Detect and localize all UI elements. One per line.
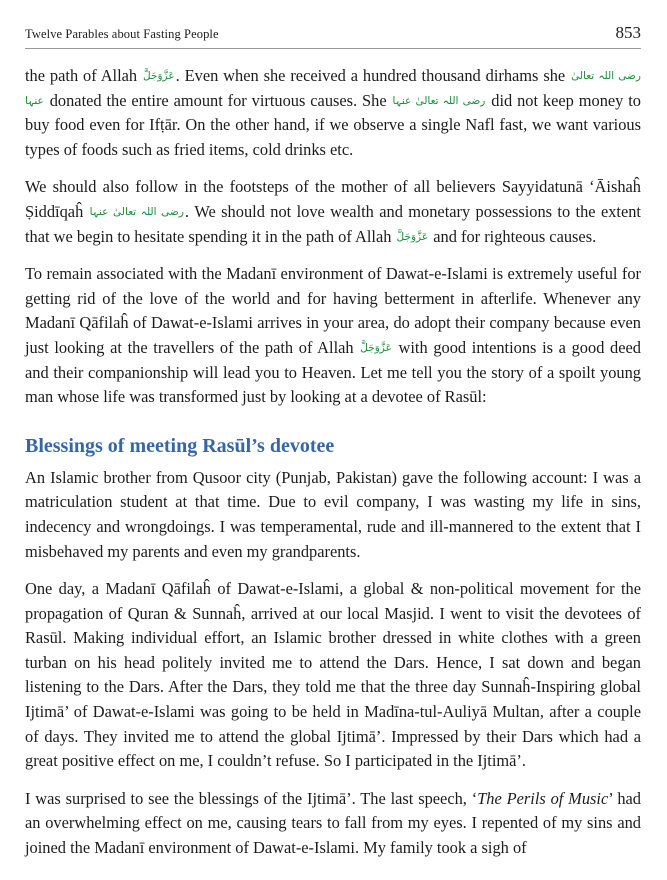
- paragraph-2-text-a: We should also follow in the footsteps of the mother of all believers Sayyidatunā ‘Āishaĥ Ṣiddīqaĥ: [25, 177, 641, 221]
- paragraph-6-text-a: I was surprised to see the blessings of the Ijtimā’. The last speech, ‘: [25, 788, 478, 808]
- running-header: [25, 18, 641, 49]
- paragraph-2: [25, 175, 641, 249]
- paragraph-1-text-d: did not keep money to buy food even for Ifṭār. On the other hand, if we observe a single Nafl fast, we want various types of foods such as fried items, cold drinks etc.: [25, 90, 642, 159]
- paragraph-6-text-b: ’ had an overwhelming effect on me, causing tears to fall from my eyes. I repented of my sins and joined the Madanī environment of Dawat-e-Islami. My family took a sigh of: [25, 788, 641, 858]
- radiyallahu-anha-honorific: رضی اللہ تعالیٰ عنہا: [392, 94, 486, 107]
- paragraph-2-text-b: . We should not love wealth and monetary possessions to the extent that we begin to hesitate spending it in the path of Allah: [25, 201, 641, 246]
- azza-wa-jal-honorific: عَزَّوَجَلَّ: [143, 70, 175, 82]
- azza-wa-jal-honorific: عَزَّوَجَلَّ: [396, 230, 429, 243]
- paragraph-3-text-a: To remain associated with the Madanī environment of Dawat-e-Islami is extremely useful for getting rid of the love of the world and for having betterment in afterlife. Whenever any Madanī Qāfilaĥ of Dawat-e-Islami arrives in your area, do adopt their company because even just looking at the travellers of the path of Allah: [25, 264, 641, 357]
- radiyallahu-anha-honorific: رضی اللہ تعالیٰ عنہا: [25, 70, 641, 107]
- paragraph-5: One day, a Madanī Qāfilaĥ of Dawat-e-Islami, a global & non-political movement for the propagation of Quran & Sunnaĥ, arrived at our local Masjid. I went to visit the devotees of Rasūl. Making individual effort, an Islamic brother dressed in white clothes with a green turban on his head politely invited me to attend the Dars. Hence, I sat down and began listening to the Dars. After the Dars, they told me that the three day Sunnaĥ-Inspiring global Ijtimā’ of Dawat-e-Islami was going to be held in Madīna-tul-Auliyā Multan, after a couple of days. They invited me to attend the global Ijtimā’. Impressed by their Dars which had a great positive effect on me, I couldn’t refuse. So I participated in the Ijtimā’.: [25, 579, 641, 771]
- paragraph-1-text-a: the path of Allah: [25, 66, 138, 85]
- paragraph-6: [25, 787, 641, 861]
- running-title: Twelve Parables about Fasting People: [25, 27, 219, 41]
- radiyallahu-anha-honorific: رضی اللہ تعالیٰ عنہا: [89, 205, 184, 218]
- paragraph-3-text-b: with good intentions is a good deed and their companionship will lead you to Heaven. Let me tell you the story of a spoilt young man whose life was transformed just by looking at a devotee of Rasūl:: [25, 337, 641, 407]
- page-body: [25, 64, 641, 874]
- paragraph-4: An Islamic brother from Qusoor city (Punjab, Pakistan) gave the following account: I was a matriculation student at that time. Due to evil company, I was wasting my life in sins, indecency and wrongdoings. I was temperamental, rude and ill-mannered to the extent that I misbehaved my parents and even my grandparents.: [25, 467, 641, 561]
- page-number: 853: [615, 23, 641, 42]
- paragraph-1-text-c: donated the entire amount for virtuous causes. She: [49, 90, 387, 110]
- section-heading: Blessings of meeting Rasūl’s devotee: [25, 434, 335, 457]
- paragraph-1-text-b: . Even when she received a hundred thousand dirhams she: [175, 66, 566, 85]
- paragraph-2-text-c: and for righteous causes.: [433, 226, 597, 246]
- paragraph-1: [25, 64, 641, 162]
- paragraph-3: [25, 262, 641, 410]
- speech-title: The Perils of Music: [477, 788, 609, 808]
- azza-wa-jal-honorific: عَزَّوَجَلَّ: [360, 341, 392, 354]
